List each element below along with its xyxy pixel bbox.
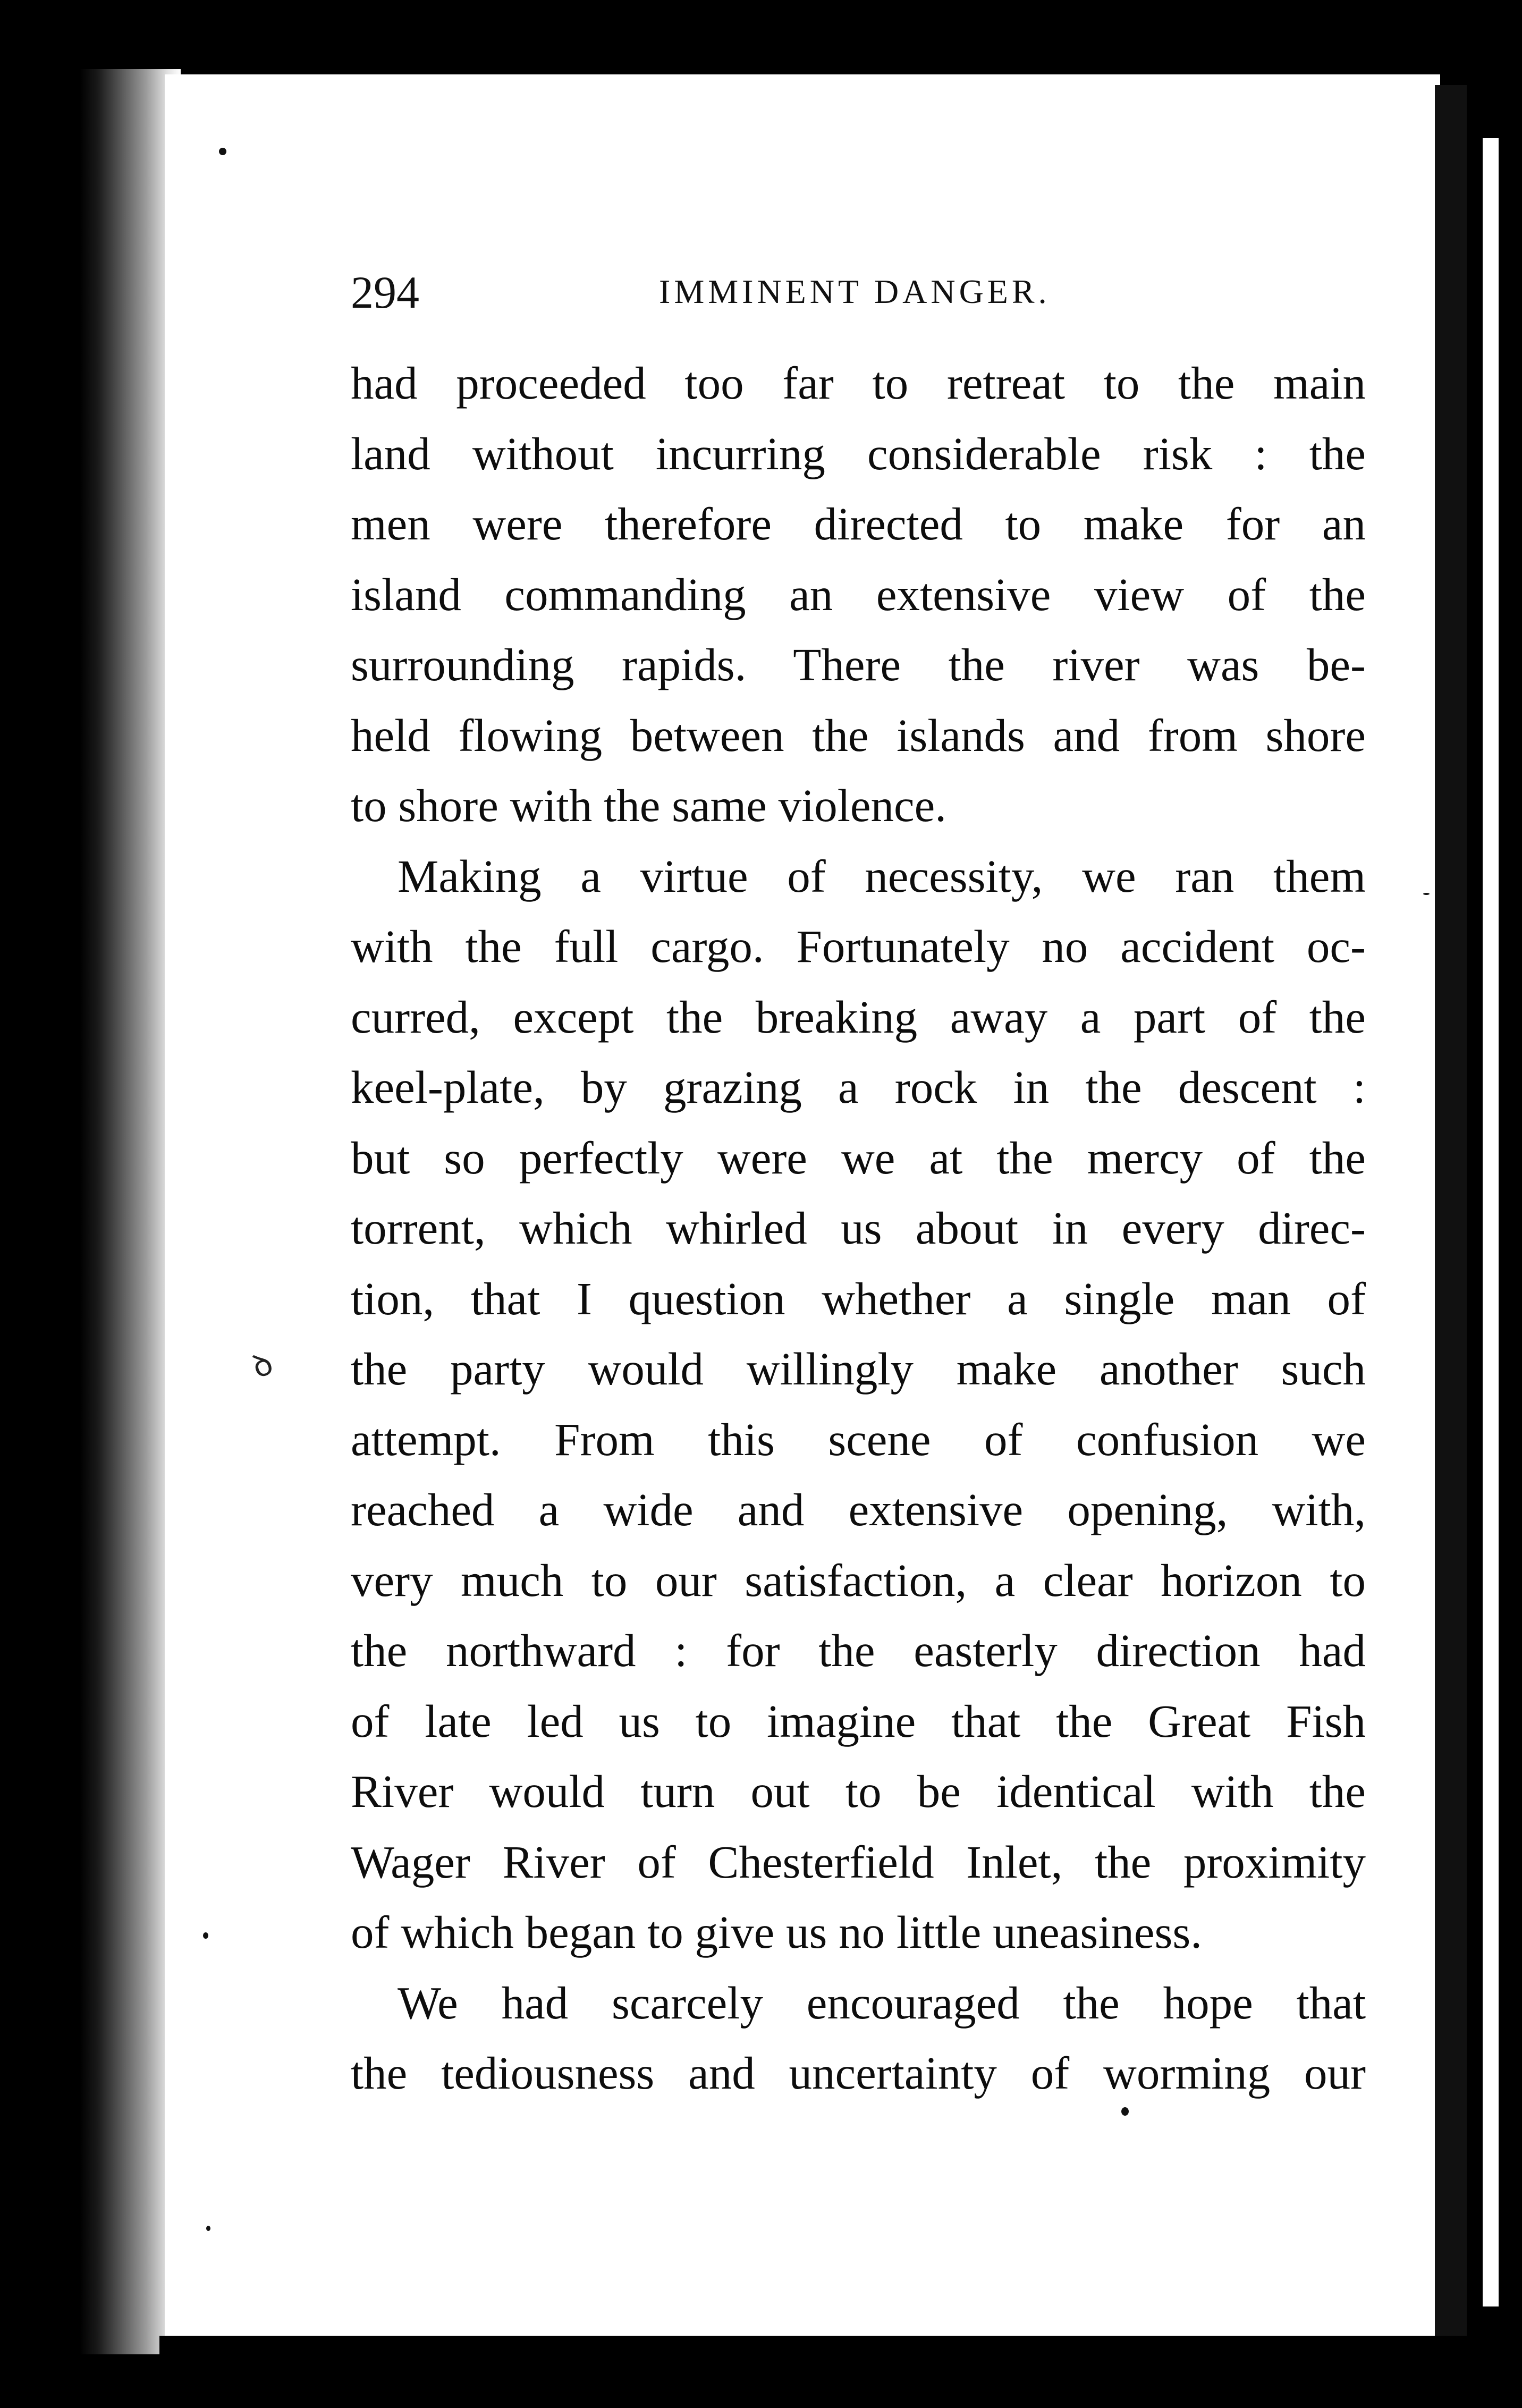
text-line: very much to our satisfaction, a clear horizon to [351,1554,1366,1606]
text-line: had proceeded too far to retreat to the main [351,357,1366,409]
text-line: keel-plate, by grazing a rock in the descent : [351,1061,1366,1113]
ink-speck [1121,2107,1129,2116]
right-page-strip [1483,138,1499,2306]
text-line: surrounding rapids. There the river was be- [351,639,1366,690]
ink-speck [1423,893,1430,895]
ink-speck [203,1932,208,1939]
text-line: island commanding an extensive view of the [351,568,1366,620]
bottom-page-edge [159,2336,1472,2378]
text-line: the party would willingly make another such [351,1343,1366,1395]
text-line: attempt. From this scene of confusion we [351,1413,1366,1465]
text-line: of which began to give us no little uneasiness. [351,1906,1202,1958]
text-line: Wager River of Chesterfield Inlet, the proximity [351,1836,1366,1888]
page-number: 294 [351,267,419,318]
running-title: IMMINENT DANGER. [659,273,1051,310]
ink-speck [206,2226,210,2231]
text-line: of late led us to imagine that the Great Fish [351,1695,1366,1747]
text-line: curred, except the breaking away a part of the [351,991,1366,1043]
text-line: to shore with the same violence. [351,780,947,831]
running-header [351,266,1360,329]
text-line: men were therefore directed to make for an [351,498,1366,550]
page-body [351,348,1366,2109]
ink-speck [219,148,226,155]
text-line: Making a virtue of necessity, we ran them [398,850,1366,902]
text-line: held flowing between the islands and from shore [351,709,1366,761]
text-line: the northward : for the easterly direction had [351,1625,1366,1676]
margin-mark: ꝺ [247,1345,278,1385]
text-line: the tediousness and uncertainty of worming our [351,2047,1366,2099]
text-line: but so perfectly were we at the mercy of the [351,1131,1366,1184]
text-line: reached a wide and extensive opening, with, [351,1484,1366,1535]
text-line: land without incurring considerable risk : the [351,427,1366,479]
text-line: torrent, which whirled us about in every direc- [351,1202,1366,1254]
right-page-edge [1435,85,1467,2338]
text-line: We had scarcely encouraged the hope that [398,1976,1366,2029]
text-line: with the full cargo. Fortunately no accident oc- [351,920,1366,972]
text-line: tion, that I question whether a single man of [351,1272,1366,1324]
text-line: River would turn out to be identical with the [351,1765,1366,1817]
